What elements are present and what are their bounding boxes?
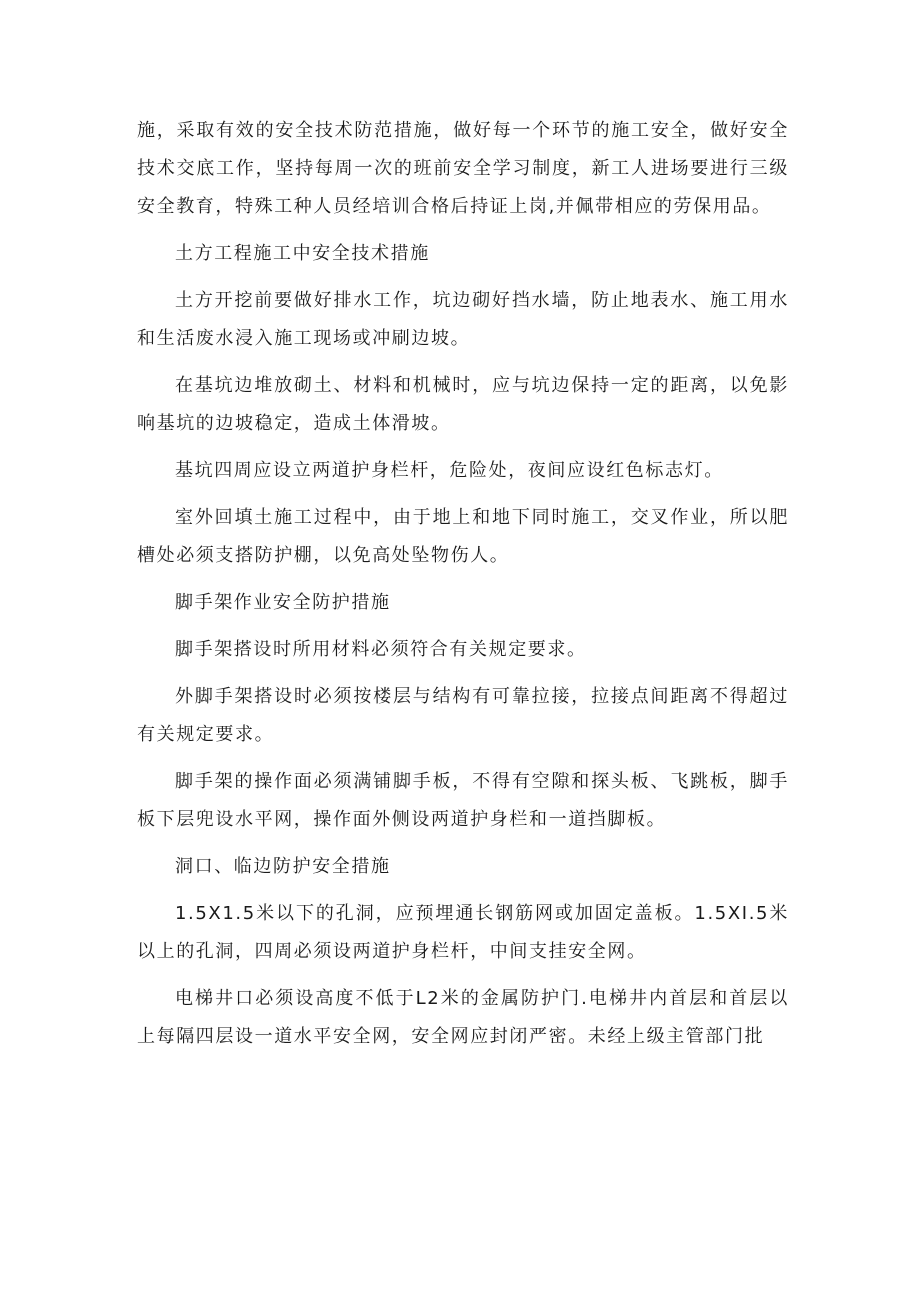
section-heading-earthwork: 土方工程施工中安全技术措施 [175,243,430,264]
paragraph: 室外回填土施工过程中，由于地上和地下同时施工，交叉作业，所以肥槽处必须支搭防护棚，以免高处坠物伤人。 [137,507,789,566]
section-heading-openings: 洞口、临边防护安全措施 [175,856,391,877]
paragraph: 外脚手架搭设时必须按楼层与结构有可靠拉接，拉接点间距离不得超过有关规定要求。 [137,686,789,745]
section-heading-scaffold: 脚手架作业安全防护措施 [175,592,391,613]
paragraph: 在基坑边堆放砌土、材料和机械时，应与坑边保持一定的距离，以免影响基坑的边坡稳定，造成土体滑坡。 [137,375,789,434]
paragraph: 电梯井口必须设高度不低于L2米的金属防护门.电梯井内首层和首层以上每隔四层设一道水平安全网，安全网应封闭严密。未经上级主管部门批 [137,988,789,1047]
paragraph: 土方开挖前要做好排水工作，坑边砌好挡水墙，防止地表水、施工用水和生活废水浸入施工现场或冲刷边坡。 [137,290,789,349]
paragraph: 脚手架的操作面必须满铺脚手板，不得有空隙和探头板、飞跳板，脚手板下层兜设水平网，操作面外侧设两道护身栏和一道挡脚板。 [137,771,789,830]
paragraph: 基坑四周应设立两道护身栏杆，危险处，夜间应设红色标志灯。 [175,460,724,481]
document-body [137,112,789,1065]
paragraph-continuation: 施，采取有效的安全技术防范措施，做好每一个环节的施工安全，做好安全技术交底工作，坚持每周一次的班前安全学习制度，新工人进场要进行三级安全教育，特殊工种人员经培训合格后持证上岗,并佩带相应的劳保用品。 [137,120,789,217]
paragraph: 脚手架搭设时所用材料必须符合有关规定要求。 [175,639,587,660]
paragraph: 1.5X1.5米以下的孔洞，应预埋通长钢筋网或加固定盖板。1.5XI.5米以上的孔洞，四周必须设两道护身栏杆，中间支挂安全网。 [137,903,789,962]
